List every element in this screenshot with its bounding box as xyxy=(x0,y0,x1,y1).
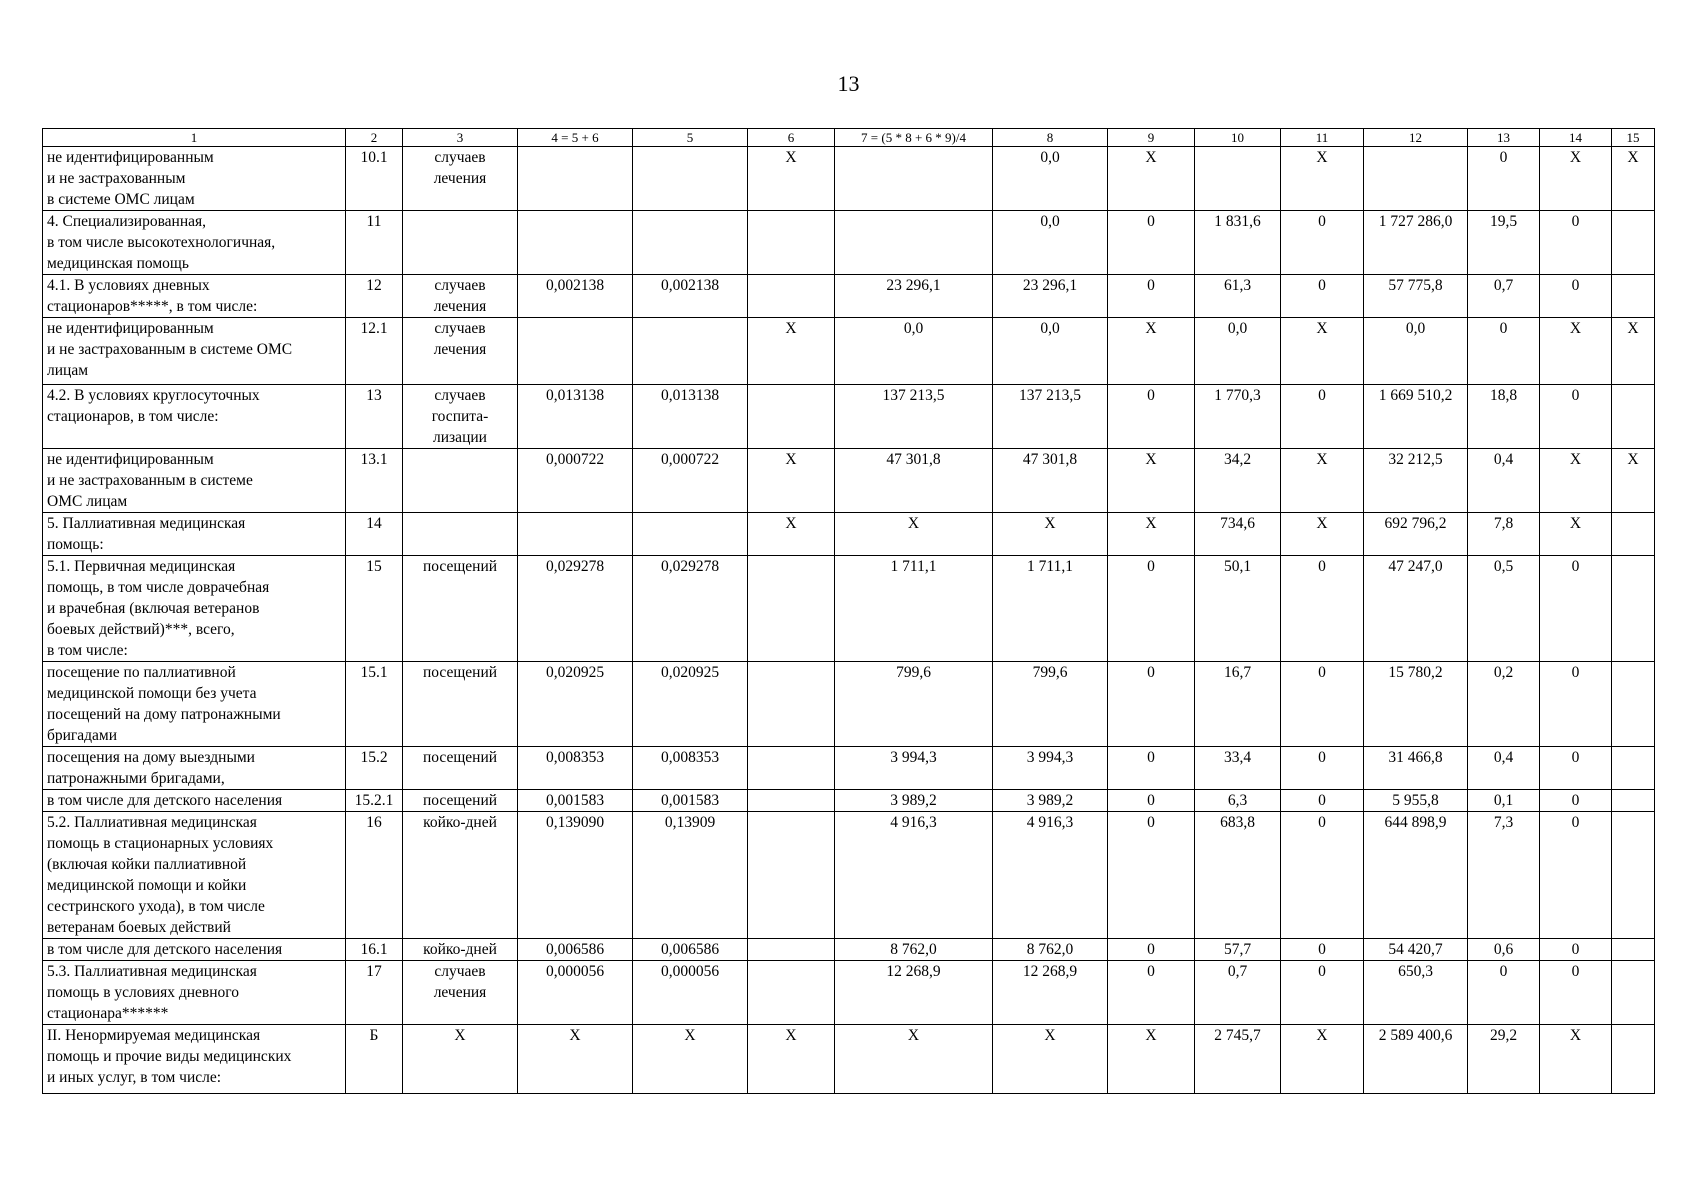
table-cell: 0 xyxy=(1540,812,1612,939)
row-description-cell: не идентифицированным и не застрахованным в системе ОМС лицам xyxy=(43,147,346,211)
table-row xyxy=(43,211,1655,275)
table-cell xyxy=(748,662,835,747)
table-cell: 18,8 xyxy=(1468,385,1540,449)
table-cell: 1 711,1 xyxy=(835,556,993,662)
table-cell: 8 762,0 xyxy=(993,939,1108,961)
row-description-cell: в том числе для детского населения xyxy=(43,939,346,961)
table-cell: 0,001583 xyxy=(518,790,633,812)
table-cell: 4 916,3 xyxy=(835,812,993,939)
table-cell: 0,0 xyxy=(993,147,1108,211)
table-cell: 0,020925 xyxy=(633,662,748,747)
table-cell: 0 xyxy=(1281,662,1364,747)
table-cell: 0 xyxy=(1281,385,1364,449)
table-cell: 0 xyxy=(1540,961,1612,1025)
table-cell: 0 xyxy=(1281,211,1364,275)
table-cell: 0 xyxy=(1108,211,1195,275)
table-cell: X xyxy=(1281,147,1364,211)
table-cell: X xyxy=(748,449,835,513)
table-cell: X xyxy=(1612,147,1655,211)
table-cell: X xyxy=(748,147,835,211)
table-cell: 15.1 xyxy=(346,662,403,747)
table-cell xyxy=(633,318,748,385)
table-cell: 0 xyxy=(1540,556,1612,662)
table-cell: 650,3 xyxy=(1364,961,1468,1025)
table-cell: 137 213,5 xyxy=(993,385,1108,449)
table-cell: 692 796,2 xyxy=(1364,513,1468,556)
row-description-cell: 5.3. Паллиативная медицинская помощь в условиях дневного стационара****** xyxy=(43,961,346,1025)
table-cell: 0 xyxy=(1108,790,1195,812)
table-cell: 7,3 xyxy=(1468,812,1540,939)
table-cell: 0,000056 xyxy=(633,961,748,1025)
table-cell xyxy=(1612,1025,1655,1094)
table-cell xyxy=(1612,790,1655,812)
table-cell xyxy=(1612,747,1655,790)
column-header: 6 xyxy=(748,129,835,147)
table-cell: X xyxy=(1108,147,1195,211)
table-cell: 0 xyxy=(1281,961,1364,1025)
table-cell xyxy=(748,961,835,1025)
table-cell: 799,6 xyxy=(993,662,1108,747)
table-cell: 13.1 xyxy=(346,449,403,513)
row-description-cell: II. Ненормируемая медицинская помощь и прочие виды медицинских и иных услуг, в том числе: xyxy=(43,1025,346,1094)
column-header: 13 xyxy=(1468,129,1540,147)
table-cell: X xyxy=(993,1025,1108,1094)
table-cell: 50,1 xyxy=(1195,556,1281,662)
table-cell: 0,020925 xyxy=(518,662,633,747)
table-cell: 47 301,8 xyxy=(835,449,993,513)
table-cell: 0,7 xyxy=(1195,961,1281,1025)
table-row xyxy=(43,513,1655,556)
table-cell: 13 xyxy=(346,385,403,449)
table-row xyxy=(43,449,1655,513)
table-cell: 0 xyxy=(1540,662,1612,747)
table-cell: 1 770,3 xyxy=(1195,385,1281,449)
table-cell xyxy=(1612,275,1655,318)
table-cell xyxy=(1612,939,1655,961)
table-cell: 0 xyxy=(1281,812,1364,939)
table-cell xyxy=(748,556,835,662)
table-cell: 0,4 xyxy=(1468,449,1540,513)
table-cell: 0,4 xyxy=(1468,747,1540,790)
table-cell: 29,2 xyxy=(1468,1025,1540,1094)
table-cell: 0,029278 xyxy=(633,556,748,662)
table-cell: X xyxy=(748,318,835,385)
table-row xyxy=(43,747,1655,790)
table-cell xyxy=(1612,385,1655,449)
table-cell: 19,5 xyxy=(1468,211,1540,275)
table-cell: 0,013138 xyxy=(633,385,748,449)
table-cell xyxy=(1612,812,1655,939)
table-cell: 14 xyxy=(346,513,403,556)
column-header: 5 xyxy=(633,129,748,147)
table-cell: 0,000722 xyxy=(633,449,748,513)
table-cell: 0 xyxy=(1108,385,1195,449)
table-cell: X xyxy=(835,513,993,556)
table-cell: посещений xyxy=(403,662,518,747)
table-cell: посещений xyxy=(403,556,518,662)
table-cell xyxy=(748,812,835,939)
table-cell: 47 247,0 xyxy=(1364,556,1468,662)
table-cell: 6,3 xyxy=(1195,790,1281,812)
table-cell: 0,139090 xyxy=(518,812,633,939)
table-cell: случаев лечения xyxy=(403,275,518,318)
table-cell: X xyxy=(1540,449,1612,513)
table-cell xyxy=(518,147,633,211)
table-cell: 3 994,3 xyxy=(993,747,1108,790)
column-header: 12 xyxy=(1364,129,1468,147)
table-cell: 0,2 xyxy=(1468,662,1540,747)
table-cell: X xyxy=(518,1025,633,1094)
table-cell xyxy=(633,513,748,556)
table-cell: 0,002138 xyxy=(633,275,748,318)
table-cell: 0 xyxy=(1108,275,1195,318)
table-cell: 57 775,8 xyxy=(1364,275,1468,318)
table-cell xyxy=(835,147,993,211)
table-cell: X xyxy=(1281,449,1364,513)
table-row xyxy=(43,812,1655,939)
table-cell: X xyxy=(1540,147,1612,211)
table-cell: 3 989,2 xyxy=(835,790,993,812)
table-cell xyxy=(518,318,633,385)
row-description-cell: посещение по паллиативной медицинской помощи без учета посещений на дому патронажными бригадами xyxy=(43,662,346,747)
table-cell: X xyxy=(1281,1025,1364,1094)
table-cell: 0 xyxy=(1108,556,1195,662)
table-cell: X xyxy=(1540,1025,1612,1094)
table-cell: 8 762,0 xyxy=(835,939,993,961)
table-cell: X xyxy=(748,1025,835,1094)
table-cell: 15.2 xyxy=(346,747,403,790)
table-cell: X xyxy=(1108,318,1195,385)
table-cell: X xyxy=(993,513,1108,556)
table-cell: 0 xyxy=(1468,961,1540,1025)
table-cell: 0,006586 xyxy=(633,939,748,961)
table-cell: X xyxy=(403,1025,518,1094)
table-cell: 0 xyxy=(1281,747,1364,790)
table-cell xyxy=(633,147,748,211)
table-row xyxy=(43,147,1655,211)
table-cell: койко-дней xyxy=(403,939,518,961)
table-row xyxy=(43,961,1655,1025)
table-cell: X xyxy=(1281,513,1364,556)
row-description-cell: 4.2. В условиях круглосуточных стационаров, в том числе: xyxy=(43,385,346,449)
table-cell: 0,0 xyxy=(835,318,993,385)
table-cell: 0,0 xyxy=(993,318,1108,385)
table-cell xyxy=(403,449,518,513)
table-cell xyxy=(835,211,993,275)
table-cell: X xyxy=(1540,318,1612,385)
table-cell: 0,001583 xyxy=(633,790,748,812)
table-cell: 0,008353 xyxy=(518,747,633,790)
table-cell: 12 268,9 xyxy=(835,961,993,1025)
table-cell: 0,13909 xyxy=(633,812,748,939)
table-cell: 0 xyxy=(1281,556,1364,662)
table-cell: X xyxy=(1108,513,1195,556)
table-cell: X xyxy=(1108,449,1195,513)
table-cell: 23 296,1 xyxy=(993,275,1108,318)
table-body xyxy=(43,147,1655,1094)
table-cell: 0,002138 xyxy=(518,275,633,318)
table-cell xyxy=(518,211,633,275)
table-row xyxy=(43,939,1655,961)
table-cell: 12.1 xyxy=(346,318,403,385)
table-cell xyxy=(518,513,633,556)
table-cell: 4 916,3 xyxy=(993,812,1108,939)
table-cell: 0,029278 xyxy=(518,556,633,662)
column-header: 3 xyxy=(403,129,518,147)
table-cell: 0,6 xyxy=(1468,939,1540,961)
table-cell: Б xyxy=(346,1025,403,1094)
table-cell xyxy=(403,211,518,275)
table-cell: 32 212,5 xyxy=(1364,449,1468,513)
table-cell: 16 xyxy=(346,812,403,939)
column-header: 4 = 5 + 6 xyxy=(518,129,633,147)
row-description-cell: 5.2. Паллиативная медицинская помощь в стационарных условиях (включая койки паллиативной медицинской помощи и койки сестринского ухода), в том числе ветеранам боевых действий xyxy=(43,812,346,939)
table-cell xyxy=(633,211,748,275)
table-cell: 12 268,9 xyxy=(993,961,1108,1025)
column-header: 10 xyxy=(1195,129,1281,147)
table-cell xyxy=(748,747,835,790)
table-cell xyxy=(1612,556,1655,662)
table-cell xyxy=(748,211,835,275)
table-cell: 0,5 xyxy=(1468,556,1540,662)
row-description-cell: не идентифицированным и не застрахованным в системе ОМС лицам xyxy=(43,449,346,513)
table-cell: 1 727 286,0 xyxy=(1364,211,1468,275)
column-header: 1 xyxy=(43,129,346,147)
table-cell: 33,4 xyxy=(1195,747,1281,790)
table-cell: 12 xyxy=(346,275,403,318)
table-cell: 5 955,8 xyxy=(1364,790,1468,812)
table-cell xyxy=(1612,662,1655,747)
table-cell xyxy=(1195,147,1281,211)
column-header: 14 xyxy=(1540,129,1612,147)
table-cell: 2 745,7 xyxy=(1195,1025,1281,1094)
table-cell: 0,000056 xyxy=(518,961,633,1025)
table-cell: 47 301,8 xyxy=(993,449,1108,513)
table-cell: 0,000722 xyxy=(518,449,633,513)
table-cell: 0 xyxy=(1540,790,1612,812)
table-cell: случаев лечения xyxy=(403,961,518,1025)
table-cell: 15 xyxy=(346,556,403,662)
table-cell: 0,0 xyxy=(993,211,1108,275)
table-cell: 0 xyxy=(1540,747,1612,790)
table-cell: 2 589 400,6 xyxy=(1364,1025,1468,1094)
table-cell: 1 711,1 xyxy=(993,556,1108,662)
table-cell: X xyxy=(835,1025,993,1094)
table-cell xyxy=(748,790,835,812)
table-cell: 15 780,2 xyxy=(1364,662,1468,747)
table-cell: 23 296,1 xyxy=(835,275,993,318)
table-cell: 0 xyxy=(1108,812,1195,939)
table-cell: 7,8 xyxy=(1468,513,1540,556)
table-cell: X xyxy=(1540,513,1612,556)
table-cell: 11 xyxy=(346,211,403,275)
table-cell: 137 213,5 xyxy=(835,385,993,449)
table-row xyxy=(43,1025,1655,1094)
table-cell: X xyxy=(1612,449,1655,513)
table-cell: 16.1 xyxy=(346,939,403,961)
table-cell: 0,7 xyxy=(1468,275,1540,318)
table-cell: 1 831,6 xyxy=(1195,211,1281,275)
table-cell: X xyxy=(1281,318,1364,385)
table-cell: 10.1 xyxy=(346,147,403,211)
table-cell: койко-дней xyxy=(403,812,518,939)
table-cell: 0 xyxy=(1108,747,1195,790)
table-cell: X xyxy=(633,1025,748,1094)
table-cell: 0 xyxy=(1281,790,1364,812)
row-description-cell: 4.1. В условиях дневных стационаров*****, в том числе: xyxy=(43,275,346,318)
table-row xyxy=(43,385,1655,449)
table-cell: 0 xyxy=(1468,147,1540,211)
table-cell xyxy=(1612,513,1655,556)
table-cell xyxy=(1612,211,1655,275)
table-cell: 0,013138 xyxy=(518,385,633,449)
table-cell: 15.2.1 xyxy=(346,790,403,812)
table-cell: 1 669 510,2 xyxy=(1364,385,1468,449)
table-cell: X xyxy=(748,513,835,556)
column-header: 2 xyxy=(346,129,403,147)
table-cell: 0 xyxy=(1540,385,1612,449)
table-cell: 16,7 xyxy=(1195,662,1281,747)
table-cell: 3 994,3 xyxy=(835,747,993,790)
table-cell: X xyxy=(1108,1025,1195,1094)
table-cell xyxy=(748,275,835,318)
table-cell: 0 xyxy=(1281,939,1364,961)
table-cell: 0,008353 xyxy=(633,747,748,790)
table-cell: посещений xyxy=(403,747,518,790)
table-cell: 54 420,7 xyxy=(1364,939,1468,961)
table-cell: 0 xyxy=(1108,662,1195,747)
table-cell: 61,3 xyxy=(1195,275,1281,318)
column-header: 11 xyxy=(1281,129,1364,147)
table-cell: 799,6 xyxy=(835,662,993,747)
table-cell: 734,6 xyxy=(1195,513,1281,556)
table-cell: 683,8 xyxy=(1195,812,1281,939)
table-row xyxy=(43,275,1655,318)
column-header: 8 xyxy=(993,129,1108,147)
table-cell xyxy=(1364,147,1468,211)
table-cell xyxy=(403,513,518,556)
row-description-cell: 4. Специализированная, в том числе высокотехнологичная, медицинская помощь xyxy=(43,211,346,275)
header-row xyxy=(43,129,1655,147)
table-row xyxy=(43,556,1655,662)
row-description-cell: не идентифицированным и не застрахованным в системе ОМС лицам xyxy=(43,318,346,385)
table-cell: 0,006586 xyxy=(518,939,633,961)
table-row xyxy=(43,662,1655,747)
table-cell: 0 xyxy=(1108,961,1195,1025)
table-cell: 0 xyxy=(1540,275,1612,318)
row-description-cell: посещения на дому выездными патронажными бригадами, xyxy=(43,747,346,790)
row-description-cell: 5. Паллиативная медицинская помощь: xyxy=(43,513,346,556)
row-description-cell: 5.1. Первичная медицинская помощь, в том числе доврачебная и врачебная (включая ветеранов боевых действий)***, всего, в том числе: xyxy=(43,556,346,662)
table-cell: случаев лечения xyxy=(403,147,518,211)
table-cell: 3 989,2 xyxy=(993,790,1108,812)
column-header: 15 xyxy=(1612,129,1655,147)
table-cell: 0 xyxy=(1468,318,1540,385)
row-description-cell: в том числе для детского населения xyxy=(43,790,346,812)
table-cell: 31 466,8 xyxy=(1364,747,1468,790)
table-cell: посещений xyxy=(403,790,518,812)
table-cell: X xyxy=(1612,318,1655,385)
table-cell xyxy=(1612,961,1655,1025)
column-header: 9 xyxy=(1108,129,1195,147)
table-cell: случаев лечения xyxy=(403,318,518,385)
table-cell: 0 xyxy=(1540,939,1612,961)
table-cell: случаев госпита- лизации xyxy=(403,385,518,449)
table-cell: 57,7 xyxy=(1195,939,1281,961)
table-cell: 17 xyxy=(346,961,403,1025)
table-cell: 34,2 xyxy=(1195,449,1281,513)
table-cell xyxy=(748,939,835,961)
table-cell: 0 xyxy=(1540,211,1612,275)
data-table xyxy=(42,128,1655,1094)
table-cell xyxy=(748,385,835,449)
table-cell: 0,0 xyxy=(1364,318,1468,385)
page-number: 13 xyxy=(837,71,860,96)
table-header xyxy=(43,129,1655,147)
table-cell: 0,0 xyxy=(1195,318,1281,385)
column-header: 7 = (5 * 8 + 6 * 9)/4 xyxy=(835,129,993,147)
table-cell: 0,1 xyxy=(1468,790,1540,812)
table-cell: 0 xyxy=(1108,939,1195,961)
table-cell: 644 898,9 xyxy=(1364,812,1468,939)
table-cell: 0 xyxy=(1281,275,1364,318)
table-row xyxy=(43,318,1655,385)
table-row xyxy=(43,790,1655,812)
